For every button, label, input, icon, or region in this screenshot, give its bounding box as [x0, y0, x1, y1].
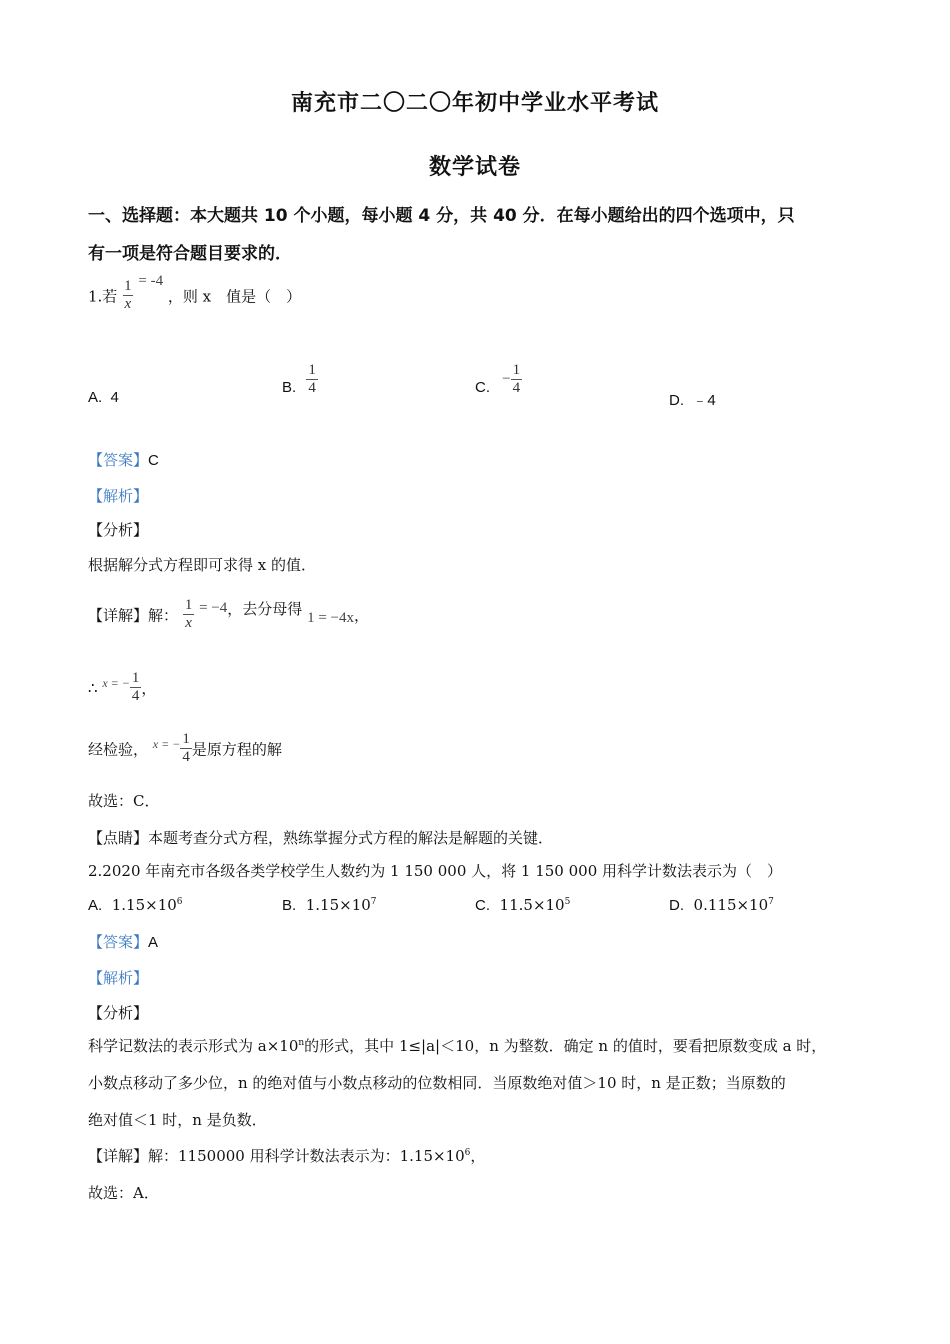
fraction [306, 362, 318, 398]
option-a [88, 389, 119, 406]
question-1-stem [88, 273, 302, 314]
analysis-tag: 【解析】 [88, 488, 149, 505]
fraction [511, 362, 523, 398]
question-2-stem: 2.2020 年南充市各级各类学校学生人数约为 1 150 000 人，将 1 150 000 用科学计数法表示为（ ） [88, 862, 783, 880]
fenxi-text: 的形式，其中 1≤|a|＜10，n 为整数．确定 n 的值时，要看把原数变成 a 时， [304, 1037, 827, 1055]
fraction-denominator: 4 [131, 688, 140, 705]
option-d [669, 389, 716, 410]
fraction-numerator: 1 [124, 278, 132, 294]
fraction-numerator: 1 [308, 362, 316, 378]
exponent: 5 [564, 897, 571, 907]
answer-value: A [148, 934, 159, 951]
option-value: 1.15×10 [111, 896, 177, 914]
fraction-numerator: 1 [182, 731, 190, 747]
option-label: A. [88, 897, 103, 914]
option-label: B. [282, 897, 297, 914]
option-label: D. [669, 897, 684, 914]
option-c [475, 896, 570, 914]
check-prefix: 经检验， [88, 740, 149, 759]
option-label: D. [669, 392, 684, 409]
detail-tag: 【详解】 [88, 607, 149, 625]
fenxi-text: 根据解分式方程即可求得 x 的值． [88, 556, 316, 574]
fenxi-line-3: 绝对值＜1 时，n 是负数． [88, 1111, 267, 1129]
answer-value: C [148, 452, 159, 469]
fenxi-line-2: 小数点移动了多少位，n 的绝对值与小数点移动的位数相同．当原数绝对值＞10 时，n 是正数；当原数的 [88, 1074, 786, 1092]
fraction-numerator: 1 [131, 670, 140, 686]
fraction-numerator: 1 [184, 597, 193, 613]
option-label: B. [282, 379, 297, 397]
question-text: ，则 x 值是（ ） [167, 287, 302, 306]
exponent: 7 [370, 897, 377, 907]
fenxi-line-1 [88, 1035, 826, 1056]
check-text: 是原方程的解 [191, 740, 282, 759]
fenxi-text: 科学记数法的表示形式为 a×10 [88, 1037, 299, 1055]
equation-rhs: = -4 [138, 273, 164, 290]
choose-line: 故选：A． [88, 1184, 159, 1202]
equation: 1 = −4x [307, 610, 354, 627]
answer-tag: 【答案】 [88, 452, 149, 469]
fraction-denominator: 4 [308, 380, 316, 397]
option-label: A. [88, 389, 103, 406]
equation-lhs: x = − [102, 676, 130, 691]
option-b [282, 896, 377, 914]
option-label: C. [475, 379, 490, 397]
exponent: 6 [464, 1148, 471, 1158]
fraction-denominator: x [185, 615, 192, 632]
option-value: 1.15×10 [305, 896, 371, 914]
answer-tag: 【答案】 [88, 934, 149, 951]
option-b [282, 362, 318, 398]
fraction [122, 278, 134, 314]
equation-lhs: x = − [152, 737, 181, 752]
dianjing-tag: 【点睛】 [88, 830, 149, 847]
fenxi-tag: 【分析】 [88, 522, 149, 539]
fraction-denominator: x [124, 296, 132, 313]
answer-line [88, 449, 159, 470]
option-value: 4 [110, 389, 119, 406]
detail-line [88, 597, 369, 633]
punctuation: ， [141, 679, 157, 698]
dianjing-text: 本题考查分式方程，熟练掌握分式方程的解法是解题的关键． [148, 829, 554, 847]
fraction [180, 731, 192, 767]
section-header-line1: 一、选择题：本大题共 10 个小题，每小题 4 分，共 40 分．在每小题给出的四个选项中，只 [88, 206, 795, 226]
detail-tag: 【详解】 [88, 1148, 149, 1165]
therefore-symbol: ∴ [88, 678, 98, 697]
fraction [183, 597, 195, 633]
fraction-denominator: 4 [182, 749, 190, 766]
detail-text: 解：1150000 用科学计数法表示为：1.15×10 [148, 1147, 465, 1165]
minus-sign: − [502, 371, 511, 388]
exponent: 6 [176, 897, 183, 907]
option-label: C. [475, 897, 490, 914]
punctuation: ， [353, 606, 369, 625]
option-d [669, 896, 774, 914]
analysis-tag: 【解析】 [88, 970, 149, 987]
equation-rhs: = −4 [199, 600, 228, 617]
exponent: 7 [768, 897, 774, 907]
punctuation: ， [470, 1147, 486, 1165]
fraction-numerator: 1 [512, 362, 521, 378]
check-line [88, 731, 282, 767]
therefore-line [88, 670, 156, 706]
fraction [130, 670, 142, 706]
option-a [88, 896, 183, 914]
page-subtitle: 数学试卷 [428, 155, 521, 180]
detail-text: ，去分母得 [227, 600, 303, 619]
option-value: ﹣4 [692, 392, 716, 409]
detail-line [88, 1145, 485, 1166]
dianjing-line [88, 827, 553, 848]
page-title: 南充市二〇二〇年初中学业水平考试 [290, 91, 659, 116]
option-c [475, 362, 522, 398]
section-header-line2: 有一项是符合题目要求的． [88, 244, 292, 264]
detail-prefix: 解： [148, 606, 179, 625]
exponent: n [298, 1038, 305, 1048]
fenxi-tag: 【分析】 [88, 1005, 149, 1022]
fraction-denominator: 4 [512, 380, 521, 397]
option-value: 0.115×10 [693, 896, 769, 914]
answer-line [88, 931, 158, 952]
choose-line: 故选：C． [88, 792, 160, 810]
option-value: 11.5×10 [499, 896, 565, 914]
question-number: 1.若 [88, 287, 118, 306]
